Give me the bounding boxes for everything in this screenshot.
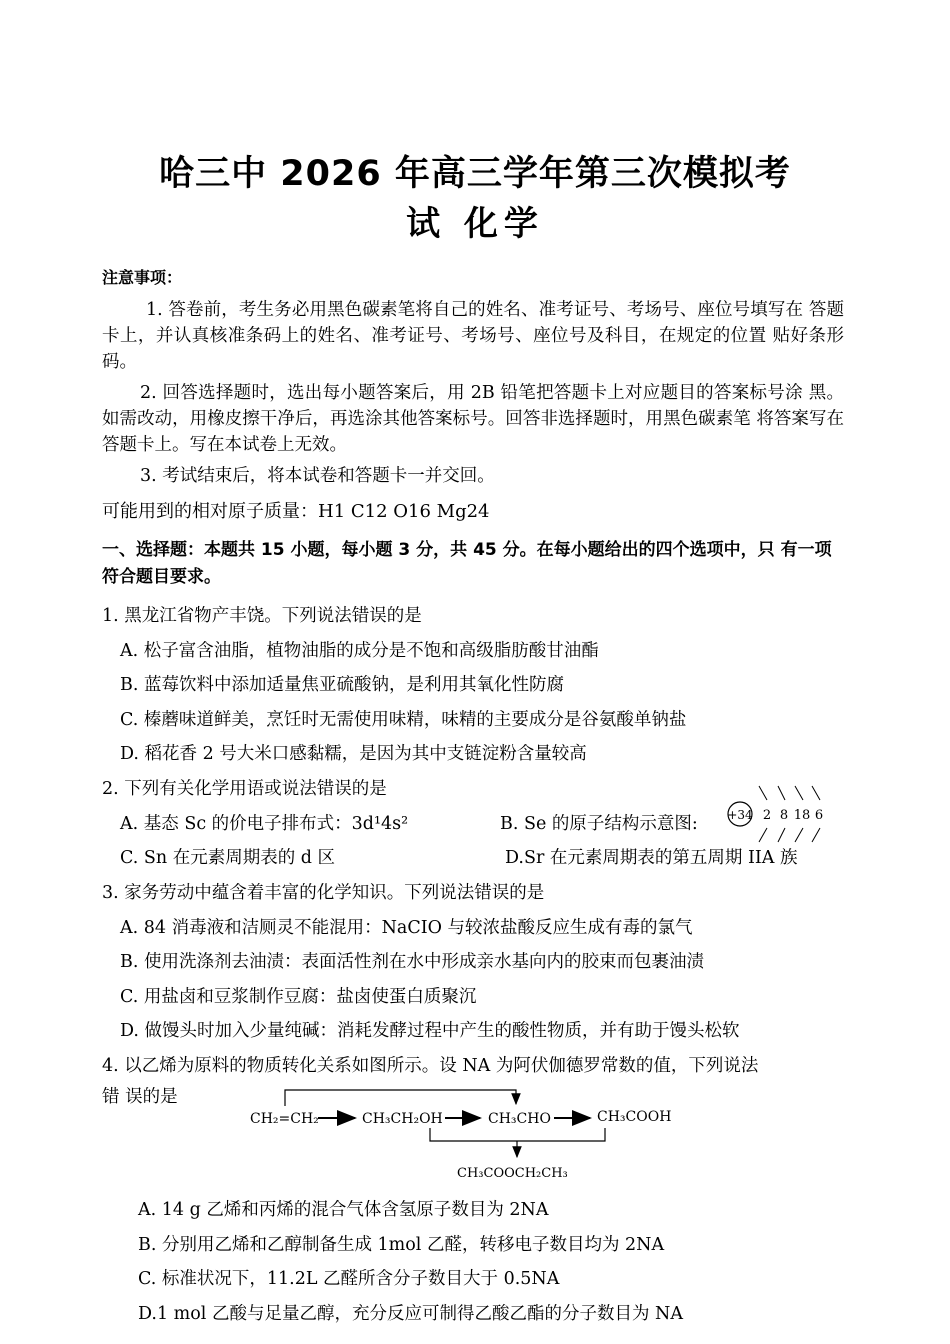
q1-option-c: C. 榛蘑味道鲜美，烹饪时无需使用味精，味精的主要成分是谷氨酸单钠盐 [120, 710, 687, 730]
scheme-ethyl-acetate: CH₃COOCH₂CH₃ [457, 1166, 568, 1181]
q3-option-c: C. 用盐卤和豆浆制作豆腐：盐卤使蛋白质聚沉 [120, 987, 477, 1007]
scheme-acetaldehyde: CH₃CHO [488, 1111, 551, 1127]
nucleus-charge: +34 [727, 808, 753, 822]
q3-stem: 3. 家务劳动中蕴含着丰富的化学知识。下列说法错误的是 [102, 883, 545, 903]
section-1-heading: 一、选择题：本题共 15 小题，每小题 3 分，共 45 分。在每小题给出的四个选项中，只 有一项符合题目要求。 [102, 540, 832, 587]
scheme-acetic-acid: CH₃COOH [597, 1109, 672, 1125]
q4-stem-line2: 错 误的是 [102, 1087, 178, 1107]
q1-option-d: D. 稻花香 2 号大米口感黏糯，是因为其中支链淀粉含量较高 [120, 744, 587, 764]
se-atom-structure-diagram [722, 780, 832, 848]
ethylene-conversion-scheme [240, 1084, 680, 1184]
q2-option-b: B. Se 的原子结构示意图: [500, 814, 698, 834]
notice-item-3: 3. 考试结束后，将本试卷和答题卡一并交回。 [140, 466, 495, 486]
q2-option-a: A. 基态 Sc 的价电子排布式：3d¹4s² [120, 814, 409, 834]
notice-item-1: 1. 答卷前，考生务必用黑色碳素笔将自己的姓名、准考证号、考场号、座位号填写在 答题卡上，并认真核准条码上的姓名、准考证号、考场号、座位号及科目，在规定的位置 贴好条形码。 [102, 300, 844, 372]
notice-heading: 注意事项： [102, 268, 183, 287]
scheme-ethylene: CH₂=CH₂ [250, 1111, 319, 1127]
q2-option-c: C. Sn 在元素周期表的 d 区 [120, 848, 336, 868]
shell-2-electrons: 8 [779, 808, 789, 823]
q2-stem: 2. 下列有关化学用语或说法错误的是 [102, 779, 387, 799]
q1-option-a: A. 松子富含油脂，植物油脂的成分是不饱和高级脂肪酸甘油酯 [120, 641, 599, 661]
exam-title-line1: 哈三中 2026 年高三学年第三次模拟考 [159, 154, 791, 194]
atomic-mass-line: 可能用到的相对原子质量：H1 C12 O16 Mg24 [102, 501, 490, 522]
exam-title-line2: 试 化学 [406, 204, 544, 244]
shell-3-electrons: 18 [793, 808, 811, 823]
q4-option-c: C. 标准状况下，11.2L 乙醛所含分子数目大于 0.5NA [138, 1269, 560, 1289]
q3-option-b: B. 使用洗涤剂去油渍：表面活性剂在水中形成亲水基向内的胶束而包裹油渍 [120, 952, 704, 972]
q3-option-a: A. 84 消毒液和洁厕灵不能混用：NaCIO 与较浓盐酸反应生成有毒的氯气 [120, 918, 693, 938]
notice-item-2: 2. 回答选择题时，选出每小题答案后，用 2B 铅笔把答题卡上对应题目的答案标号涂 黑。如需改动，用橡皮擦干净后，再选涂其他答案标号。回答非选择题时，用黑色碳素笔 将答案写在答题卡上。写在本试卷上无效。 [102, 383, 844, 455]
q4-option-d: D.1 mol 乙酸与足量乙醇，充分反应可制得乙酸乙酯的分子数目为 NA [138, 1304, 683, 1324]
shell-4-electrons: 6 [814, 808, 824, 823]
scheme-ethanol: CH₃CH₂OH [362, 1111, 443, 1127]
q4-option-b: B. 分别用乙烯和乙醇制备生成 1mol 乙醛，转移电子数目均为 2NA [138, 1235, 665, 1255]
q1-stem: 1. 黑龙江省物产丰饶。下列说法错误的是 [102, 606, 422, 626]
q1-option-b: B. 蓝莓饮料中添加适量焦亚硫酸钠，是利用其氧化性防腐 [120, 675, 564, 695]
q2-option-d: D.Sr 在元素周期表的第五周期 IIA 族 [505, 848, 798, 868]
q3-option-d: D. 做馒头时加入少量纯碱：消耗发酵过程中产生的酸性物质，并有助于馒头松软 [120, 1021, 740, 1041]
q4-option-a: A. 14 g 乙烯和丙烯的混合气体含氢原子数目为 2NA [138, 1200, 549, 1220]
q4-stem-line1: 4. 以乙烯为原料的物质转化关系如图所示。设 NA 为阿伏伽德罗常数的值，下列说法 [102, 1056, 759, 1076]
shell-1-electrons: 2 [762, 808, 772, 823]
